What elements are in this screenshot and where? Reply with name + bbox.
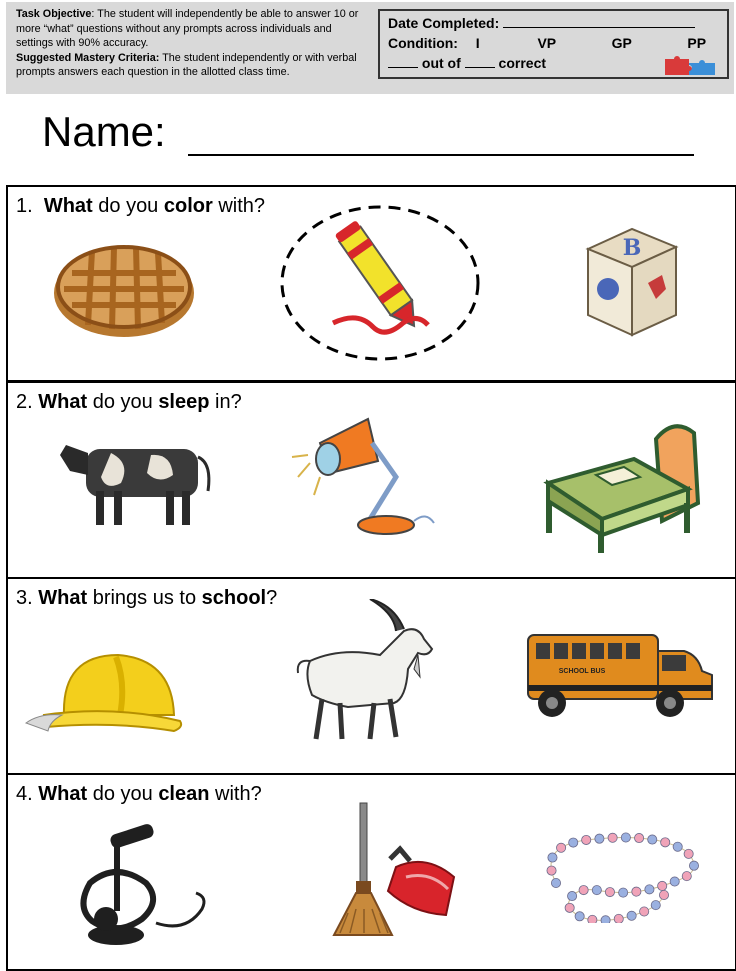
bead xyxy=(670,877,679,886)
date-completed-label: Date Completed: xyxy=(388,15,500,31)
bead xyxy=(569,838,578,847)
question-keyword: school xyxy=(201,587,267,609)
cow-icon[interactable] xyxy=(56,431,226,531)
correct-label: correct xyxy=(498,55,547,71)
bead xyxy=(556,843,565,852)
total-count-blank[interactable] xyxy=(465,55,495,68)
bead xyxy=(565,903,574,912)
bead xyxy=(621,833,630,842)
question-fragment: with? xyxy=(209,783,262,805)
bead xyxy=(632,887,641,896)
out-of-label: out of xyxy=(421,55,461,71)
objective-label: Task Objective xyxy=(16,8,92,20)
question-fragment: ? xyxy=(266,587,278,609)
microphone-icon[interactable] xyxy=(80,823,210,953)
bead xyxy=(548,853,557,862)
broom-dustpan-icon[interactable] xyxy=(326,801,468,941)
crayon-icon[interactable] xyxy=(278,203,483,363)
question-3-box xyxy=(6,577,736,775)
bead xyxy=(648,835,657,844)
objective-body: : The student will independently be able to answer 10 or more “what” questions without any prompts across individuals and settings with 90% accuracy. xyxy=(16,8,359,49)
question-keyword: clean xyxy=(158,783,210,805)
date-completed-row xyxy=(388,14,695,33)
question-1-box xyxy=(6,185,736,382)
question-fragment: in? xyxy=(209,391,242,413)
question-fragment: with? xyxy=(212,195,266,217)
condition-i[interactable]: I xyxy=(475,35,480,51)
question-2-box xyxy=(6,381,736,579)
goat-icon[interactable] xyxy=(292,599,447,749)
name-input-line[interactable] xyxy=(188,154,694,156)
bead xyxy=(614,914,623,923)
question-number: 2. xyxy=(16,391,33,413)
bead xyxy=(579,885,588,894)
bead xyxy=(684,849,693,858)
bead xyxy=(592,886,601,895)
objective-text xyxy=(16,7,368,80)
bead xyxy=(651,901,660,910)
letter-block-icon[interactable] xyxy=(578,217,683,339)
bead xyxy=(605,887,614,896)
block-letter: B xyxy=(622,235,642,261)
question-fragment: brings us to xyxy=(87,587,202,609)
question-keyword: What xyxy=(38,391,88,413)
bead xyxy=(582,835,591,844)
condition-gp[interactable]: GP xyxy=(611,35,632,51)
question-4-box xyxy=(6,773,736,971)
question-keyword: What xyxy=(43,195,93,217)
question-fragment: do you xyxy=(92,195,164,217)
question-number: 1. xyxy=(16,195,33,217)
task-header xyxy=(6,2,734,94)
bead xyxy=(634,833,643,842)
bead xyxy=(567,891,576,900)
desk-lamp-icon[interactable] xyxy=(290,413,440,543)
bead xyxy=(658,881,667,890)
question-number: 4. xyxy=(16,783,33,805)
question-4-text xyxy=(16,783,262,806)
date-blank[interactable] xyxy=(503,15,695,28)
bead xyxy=(608,833,617,842)
puzzle-pieces-icon xyxy=(661,51,719,77)
score-row xyxy=(388,54,546,73)
name-row xyxy=(42,108,166,156)
bead xyxy=(595,834,604,843)
bead xyxy=(659,890,668,899)
bead xyxy=(640,907,649,916)
condition-pp[interactable]: PP xyxy=(687,35,707,51)
bead xyxy=(551,878,560,887)
hard-hat-icon[interactable] xyxy=(20,649,192,739)
school-bus-icon[interactable] xyxy=(522,627,722,732)
mastery-body: The student independently or with verbal prompts answers each question in the allotted class time. xyxy=(16,51,357,78)
bed-icon[interactable] xyxy=(538,419,708,554)
bead xyxy=(619,888,628,897)
question-keyword: color xyxy=(163,195,213,217)
question-3-text xyxy=(16,587,277,610)
name-label: Name: xyxy=(42,108,166,155)
question-fragment: do you xyxy=(87,783,159,805)
question-number: 3. xyxy=(16,587,33,609)
condition-vp[interactable]: VP xyxy=(537,35,556,51)
question-fragment: do you xyxy=(87,391,159,413)
question-keyword: What xyxy=(38,587,88,609)
correct-count-blank[interactable] xyxy=(388,55,418,68)
bead xyxy=(661,838,670,847)
condition-row xyxy=(388,34,706,53)
question-keyword: What xyxy=(38,783,88,805)
question-keyword: sleep xyxy=(158,391,210,413)
bead xyxy=(689,861,698,870)
bead xyxy=(601,916,610,923)
bead xyxy=(682,872,691,881)
bead xyxy=(673,842,682,851)
bead xyxy=(547,866,556,875)
mastery-label: Suggested Mastery Criteria: xyxy=(16,51,160,64)
question-2-text xyxy=(16,391,242,414)
bead xyxy=(588,915,597,923)
bead xyxy=(627,911,636,920)
bead-necklace-icon[interactable] xyxy=(536,823,708,923)
bead xyxy=(645,885,654,894)
bus-label: SCHOOL BUS xyxy=(558,668,606,675)
condition-label: Condition: xyxy=(388,35,458,51)
pie-icon[interactable] xyxy=(52,235,197,340)
bead xyxy=(575,912,584,921)
completion-box xyxy=(378,9,729,79)
question-1-text xyxy=(16,195,265,218)
